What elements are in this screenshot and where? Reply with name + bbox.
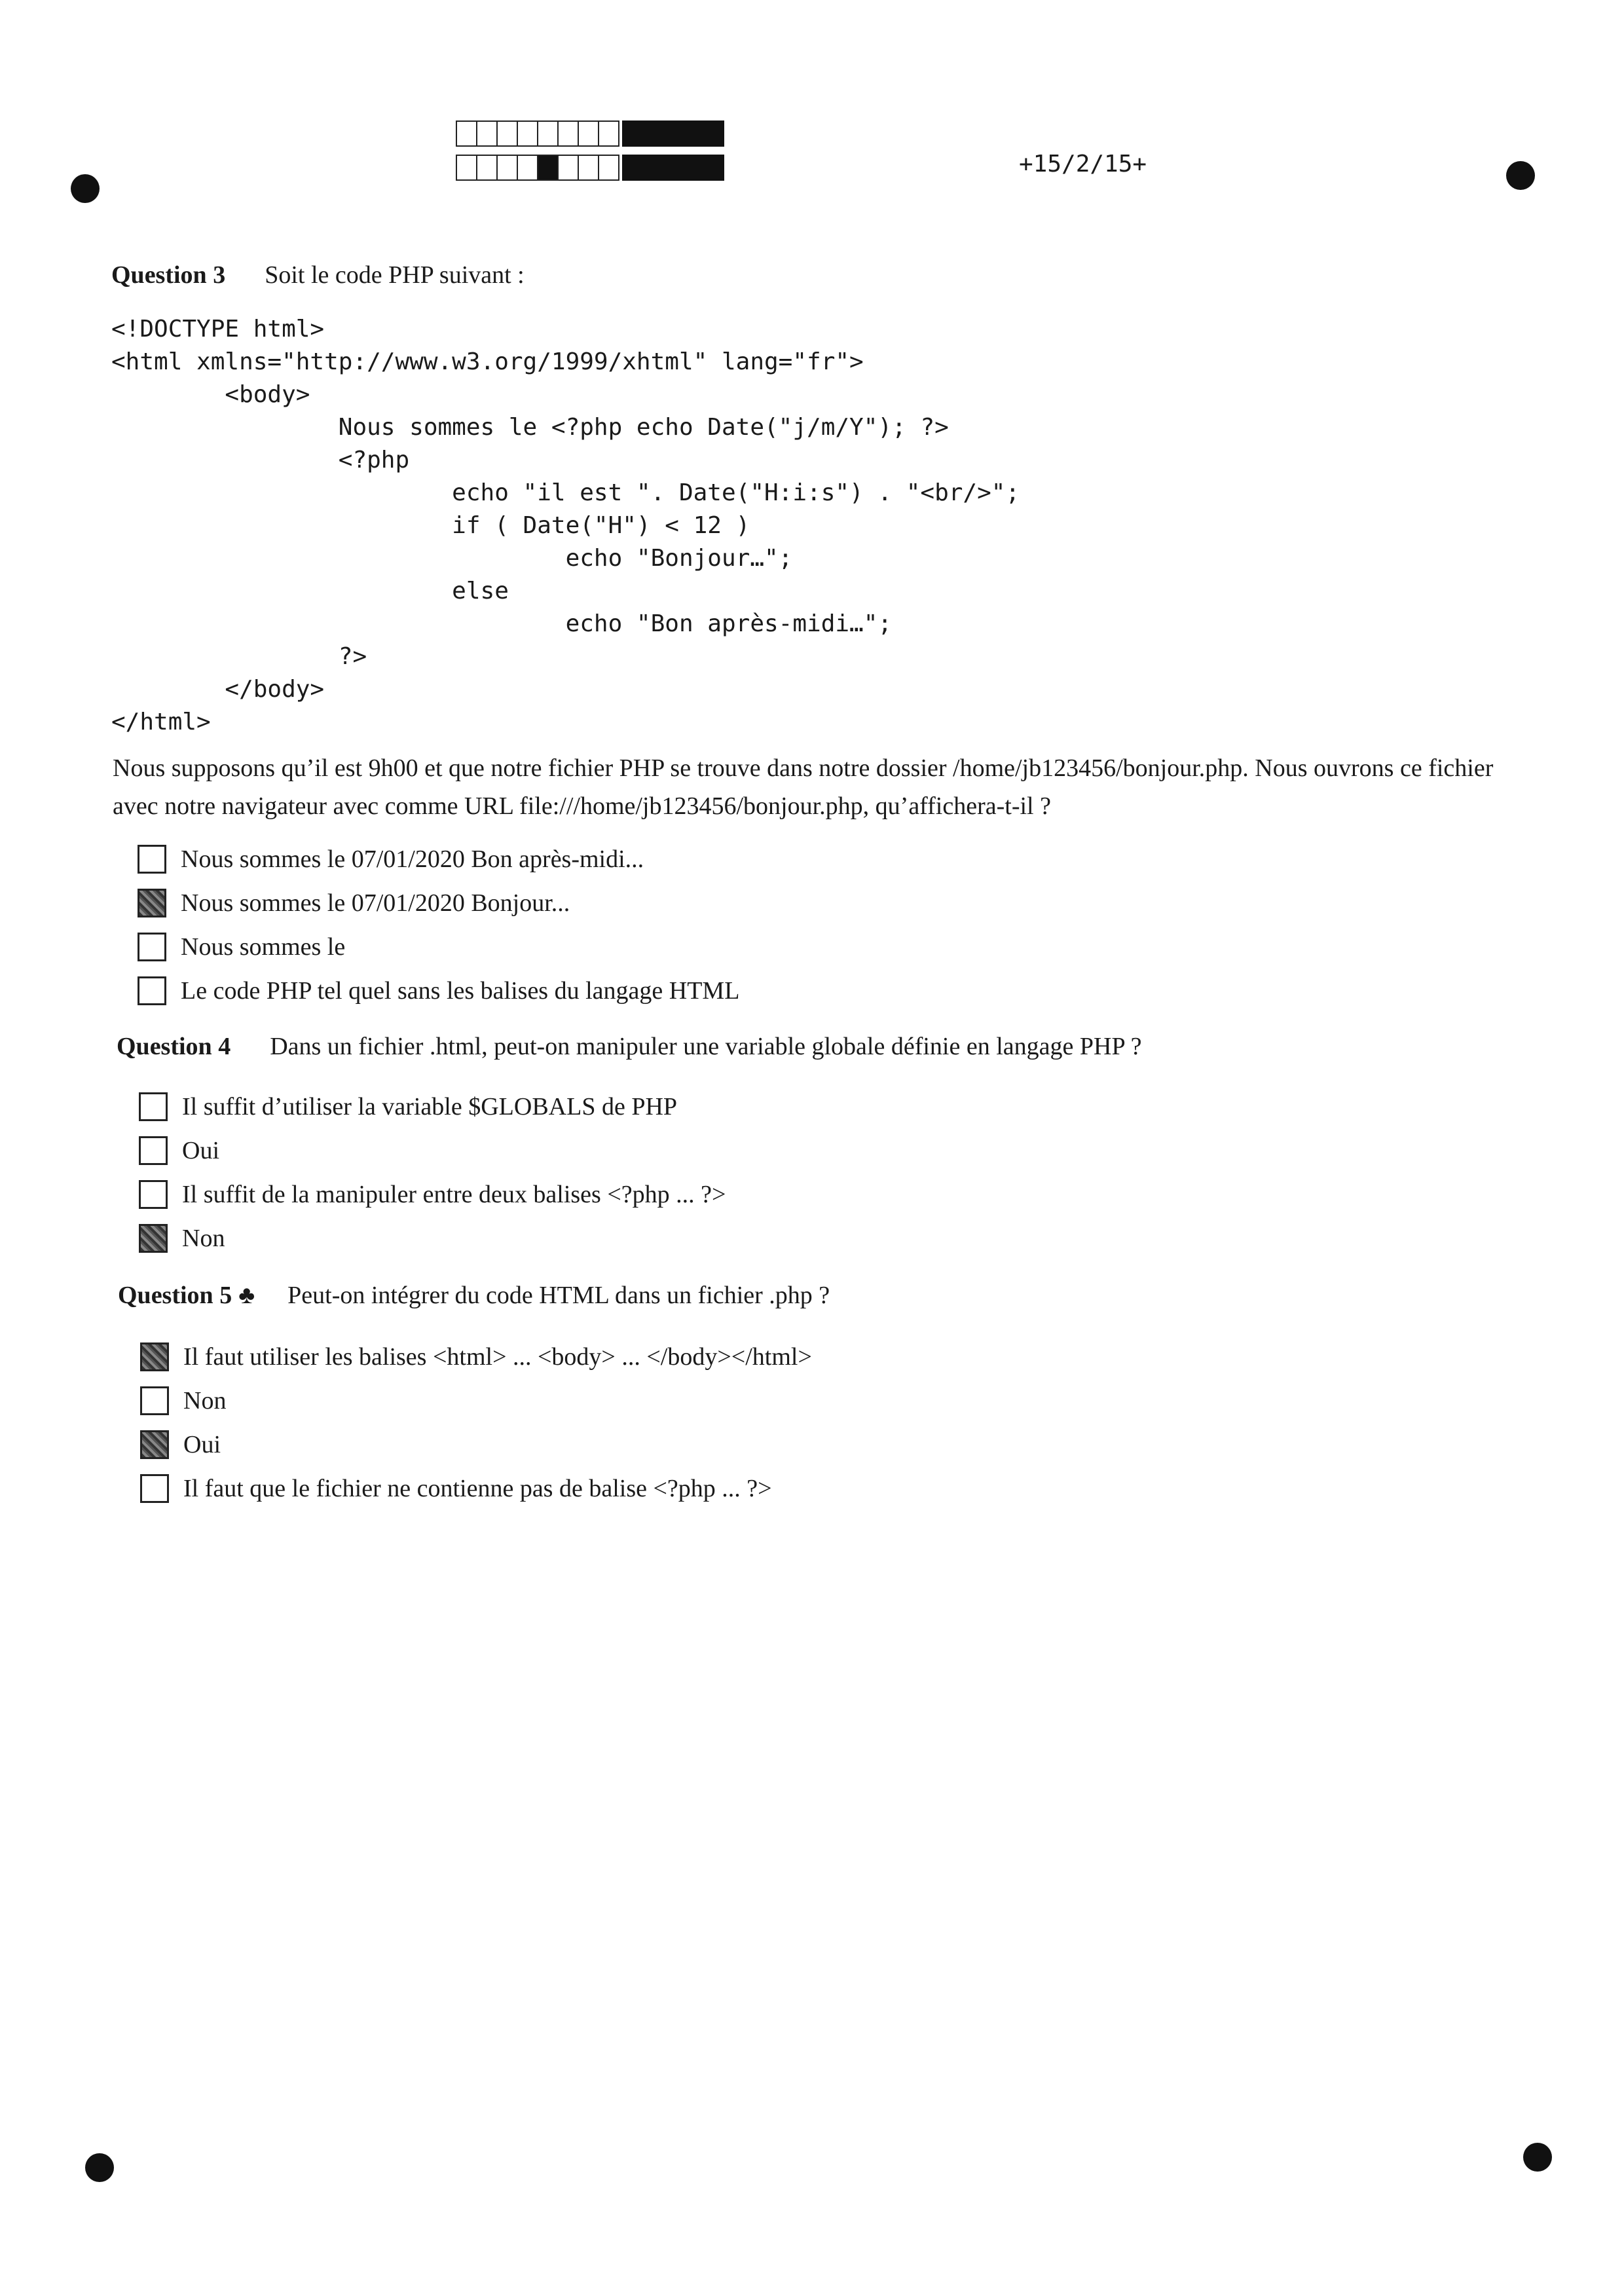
option-label: Nous sommes le 07/01/2020 Bonjour... <box>181 889 570 917</box>
club-icon: ♣ <box>238 1282 255 1309</box>
code-line: echo "Bonjour…"; <box>111 545 793 572</box>
barcode-cell <box>598 155 619 181</box>
option-label: Non <box>182 1225 225 1252</box>
question-5-prompt: Peut-on intégrer du code HTML dans un fichier .php ? <box>287 1282 830 1309</box>
question3-option[interactable] <box>138 976 739 1005</box>
question-4-header <box>117 1032 1142 1061</box>
option-label: Nous sommes le <box>181 933 346 961</box>
option-label: Oui <box>182 1137 219 1164</box>
question5-option[interactable] <box>140 1474 772 1503</box>
question-3-label: Question 3 <box>111 261 226 289</box>
code-line: <?php <box>111 447 410 473</box>
code-line: <!DOCTYPE html> <box>111 316 325 343</box>
barcode-cell <box>517 155 538 181</box>
code-line: echo "Bon après-midi…"; <box>111 610 893 637</box>
question-3-header <box>111 261 525 289</box>
checkbox-checked[interactable] <box>140 1342 169 1371</box>
barcode-cell <box>496 155 518 181</box>
barcode-block <box>622 155 724 181</box>
barcode-cell <box>557 155 579 181</box>
question-5-header <box>118 1281 830 1310</box>
checkbox-checked[interactable] <box>139 1224 168 1253</box>
barcode-cell <box>476 155 498 181</box>
code-line: Nous sommes le <?php echo Date("j/m/Y"); ?> <box>111 414 949 441</box>
code-line: echo "il est ". Date("H:i:s") . "<br/>"; <box>111 479 1020 506</box>
checkbox[interactable] <box>140 1474 169 1503</box>
question-4-label: Question 4 <box>117 1033 231 1060</box>
question-3-paragraph: Nous supposons qu’il est 9h00 et que notre fichier PHP se trouve dans notre dossier /home/jb123456/bonjour.php. Nous ouvrons ce fichier avec notre navigateur avec comme URL file:///home/jb123456/bonjour.php, qu’affichera-t-il ? <box>113 754 1494 820</box>
question3-option[interactable] <box>138 845 644 874</box>
option-label: Il faut que le fichier ne contienne pas de balise <?php ... ?> <box>183 1475 772 1502</box>
question5-option[interactable] <box>140 1386 226 1415</box>
option-label: Il suffit de la manipuler entre deux balises <?php ... ?> <box>182 1181 726 1208</box>
code-line: else <box>111 578 509 604</box>
barcode-cell <box>578 155 599 181</box>
registration-mark-top-left <box>71 174 100 203</box>
barcode-cell <box>578 120 599 147</box>
checkbox[interactable] <box>139 1136 168 1165</box>
question5-option[interactable] <box>140 1342 812 1371</box>
registration-mark-bottom-left <box>85 2153 114 2182</box>
question-3-prompt: Soit le code PHP suivant : <box>265 261 525 289</box>
code-line: </html> <box>111 709 211 735</box>
option-label: Nous sommes le 07/01/2020 Bon après-midi... <box>181 845 644 873</box>
barcode-cell <box>496 120 518 147</box>
checkbox-checked[interactable] <box>138 889 166 917</box>
barcode-cell <box>456 155 477 181</box>
question3-option[interactable] <box>138 933 345 961</box>
barcode-row-2 <box>456 155 724 181</box>
barcode-block <box>622 120 724 147</box>
barcode-cell <box>517 120 538 147</box>
code-line: ?> <box>111 643 367 670</box>
question4-option[interactable] <box>139 1136 219 1165</box>
checkbox[interactable] <box>138 933 166 961</box>
code-line: <html xmlns="http://www.w3.org/1999/xhtml" lang="fr"> <box>111 348 864 375</box>
checkbox[interactable] <box>139 1180 168 1209</box>
option-label: Non <box>183 1387 227 1415</box>
question4-option[interactable] <box>139 1180 726 1209</box>
code-line: if ( Date("H") < 12 ) <box>111 512 750 539</box>
barcode-cell <box>537 120 559 147</box>
barcode-cell <box>476 120 498 147</box>
option-label: Il suffit d’utiliser la variable $GLOBALS de PHP <box>182 1093 678 1120</box>
question4-option[interactable] <box>139 1092 677 1121</box>
page-identifier: +15/2/15+ <box>1019 151 1147 177</box>
barcode-cell <box>557 120 579 147</box>
question5-option[interactable] <box>140 1430 221 1459</box>
checkbox[interactable] <box>138 976 166 1005</box>
checkbox[interactable] <box>140 1386 169 1415</box>
code-line: </body> <box>111 676 325 703</box>
registration-mark-bottom-right <box>1523 2143 1552 2172</box>
registration-mark-top-right <box>1506 161 1535 190</box>
code-line: <body> <box>111 381 310 408</box>
barcode-cell <box>598 120 619 147</box>
barcode-cell <box>537 155 559 181</box>
barcode-row-1 <box>456 120 724 147</box>
option-label: Le code PHP tel quel sans les balises du langage HTML <box>181 977 740 1005</box>
question-4-prompt: Dans un fichier .html, peut-on manipuler une variable globale définie en langage PHP ? <box>270 1033 1142 1060</box>
question-5-label: Question 5 <box>118 1282 232 1309</box>
question4-option[interactable] <box>139 1224 225 1253</box>
checkbox-checked[interactable] <box>140 1430 169 1459</box>
checkbox[interactable] <box>138 845 166 874</box>
question3-option[interactable] <box>138 889 570 917</box>
barcode-cell <box>456 120 477 147</box>
checkbox[interactable] <box>139 1092 168 1121</box>
option-label: Il faut utiliser les balises <html> ... <body> ... </body></html> <box>183 1343 812 1371</box>
option-label: Oui <box>183 1431 221 1458</box>
